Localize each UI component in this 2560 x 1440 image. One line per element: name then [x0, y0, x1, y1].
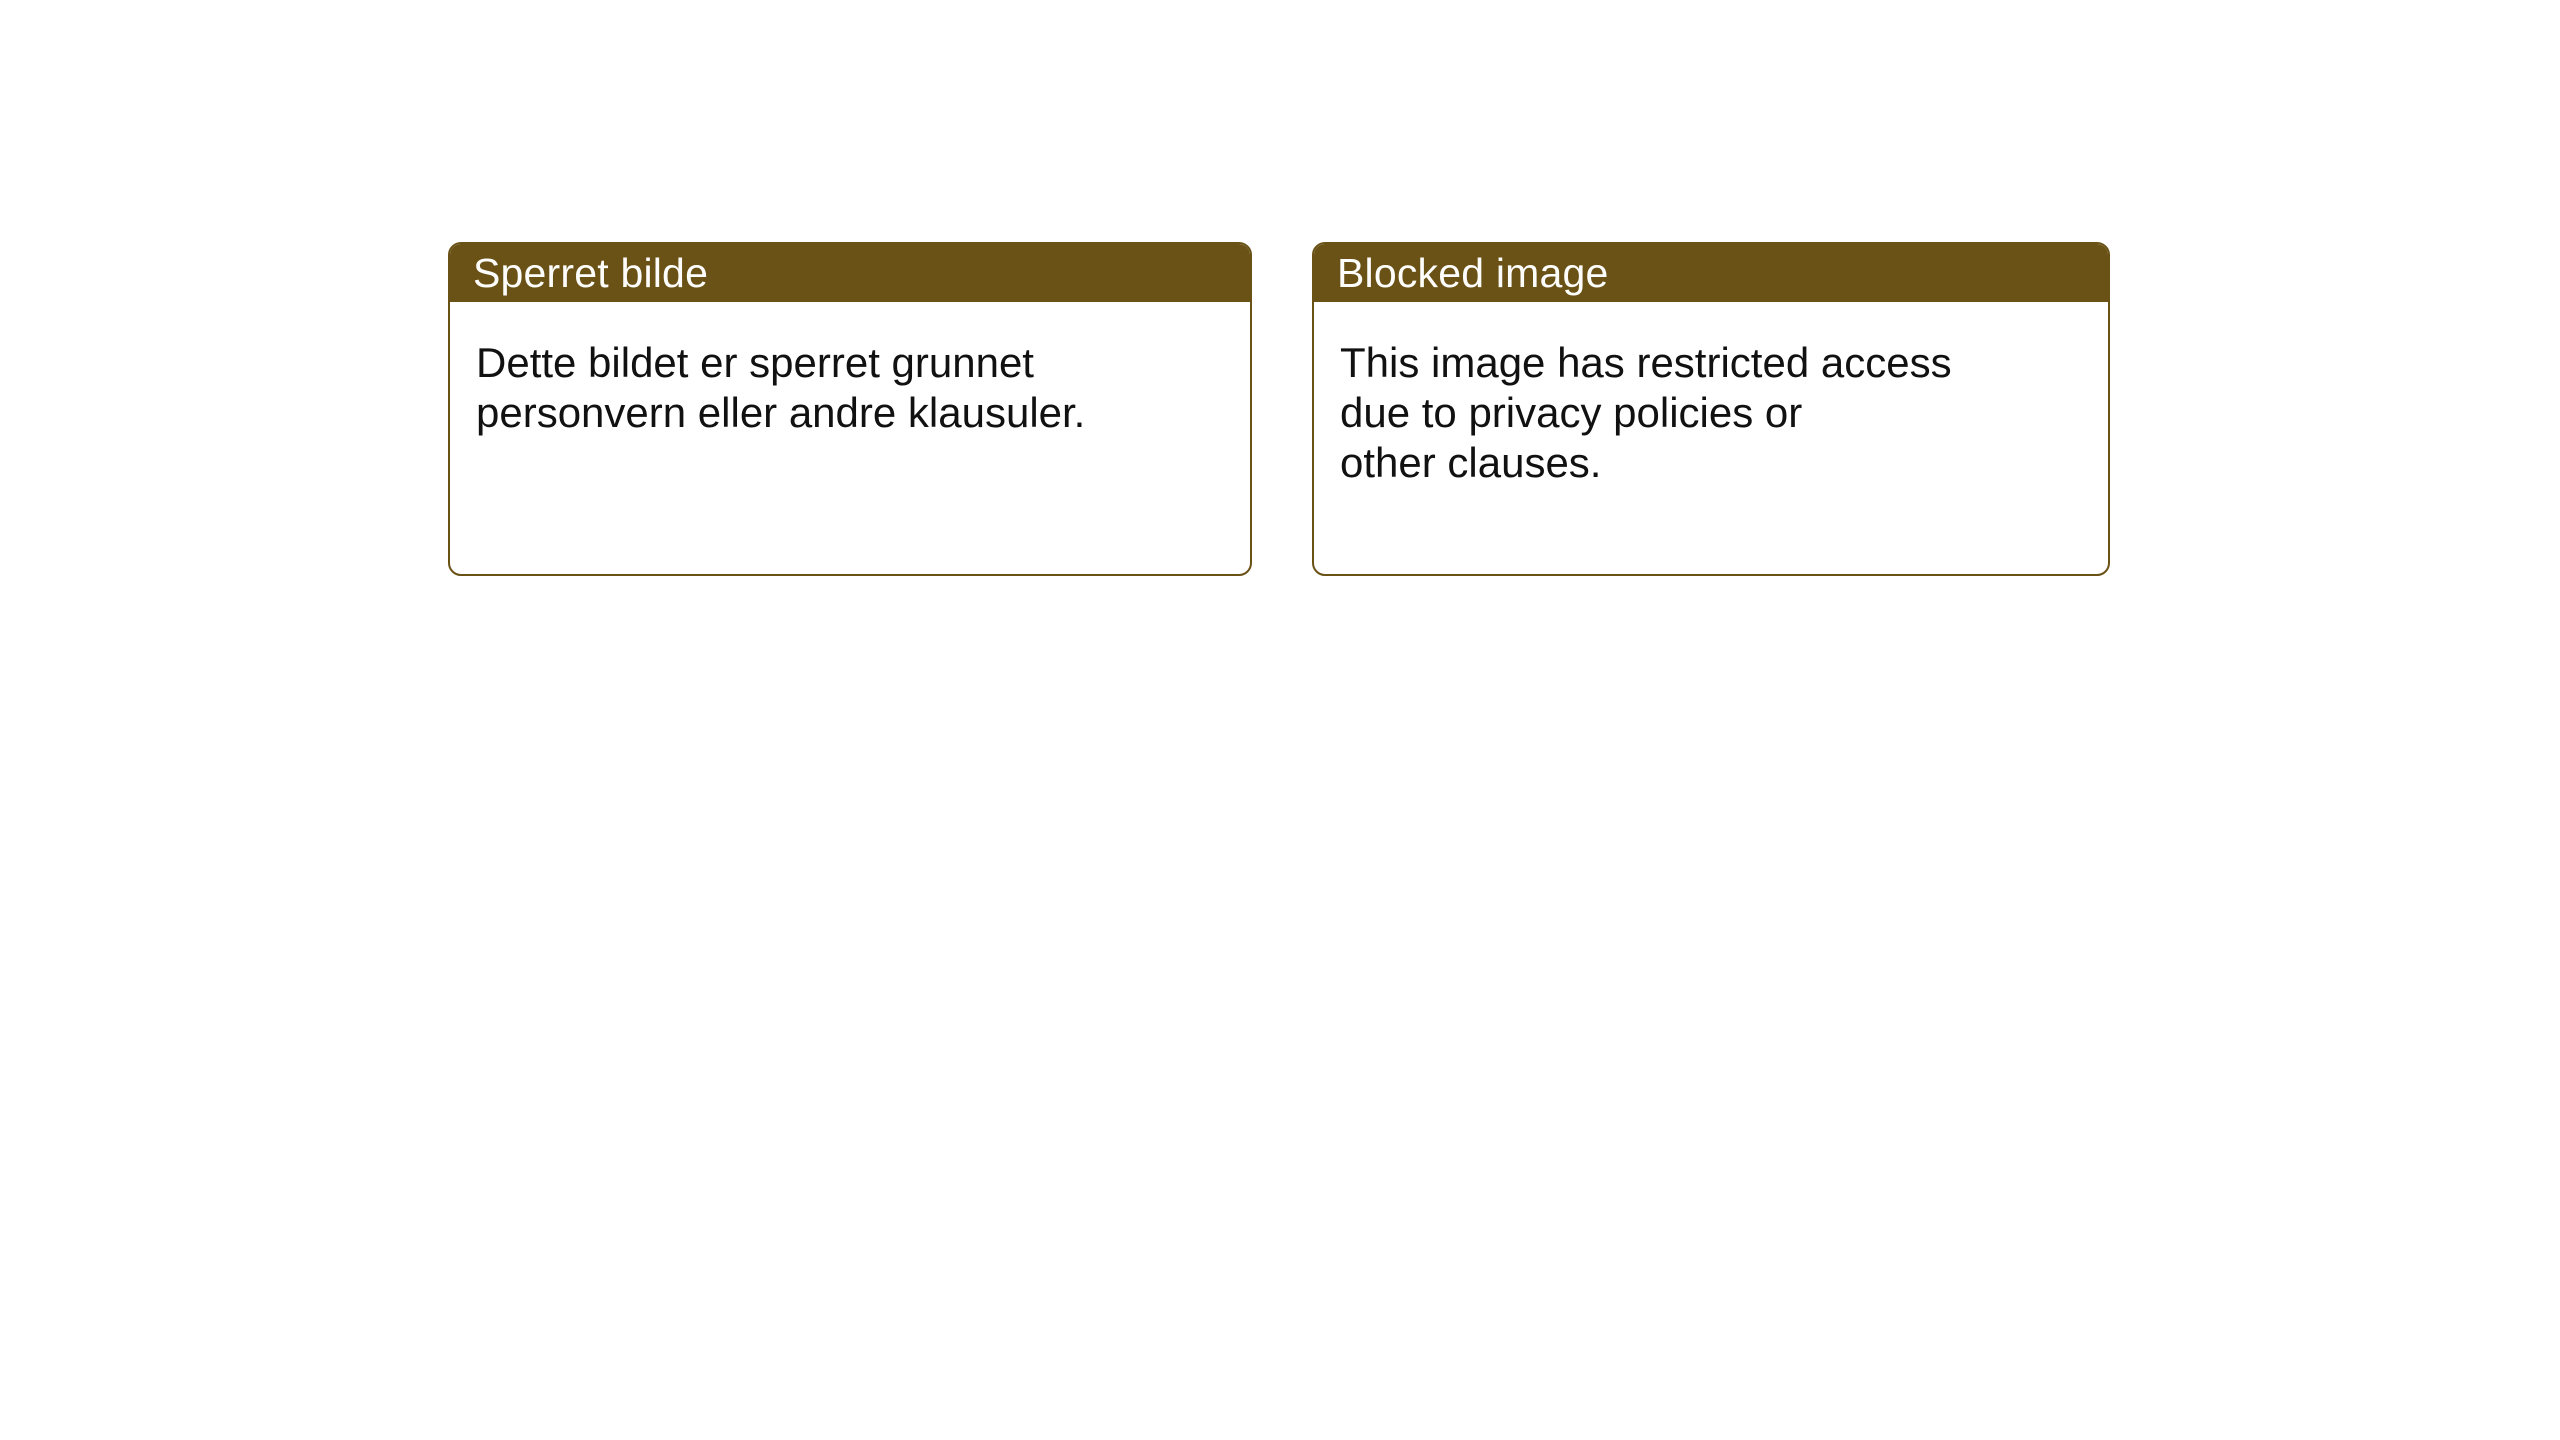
- card-header-bar: [450, 244, 1250, 302]
- body-text-line: Dette bildet er sperret grunnet: [476, 339, 1034, 386]
- body-text-line: personvern eller andre klausuler.: [476, 389, 1086, 436]
- blocked-image-card-english: [1312, 242, 2110, 576]
- card-header-bar: [1314, 244, 2108, 302]
- body-text-line: due to privacy policies or: [1340, 389, 1803, 436]
- body-text-line: other clauses.: [1340, 439, 1602, 486]
- card-title: Sperret bilde: [473, 250, 709, 296]
- blocked-image-card-norwegian: [448, 242, 1252, 576]
- card-body: [450, 302, 1250, 438]
- body-text-line: This image has restricted access: [1340, 339, 1952, 386]
- card-title: Blocked image: [1337, 250, 1609, 296]
- card-body: [1314, 302, 2108, 488]
